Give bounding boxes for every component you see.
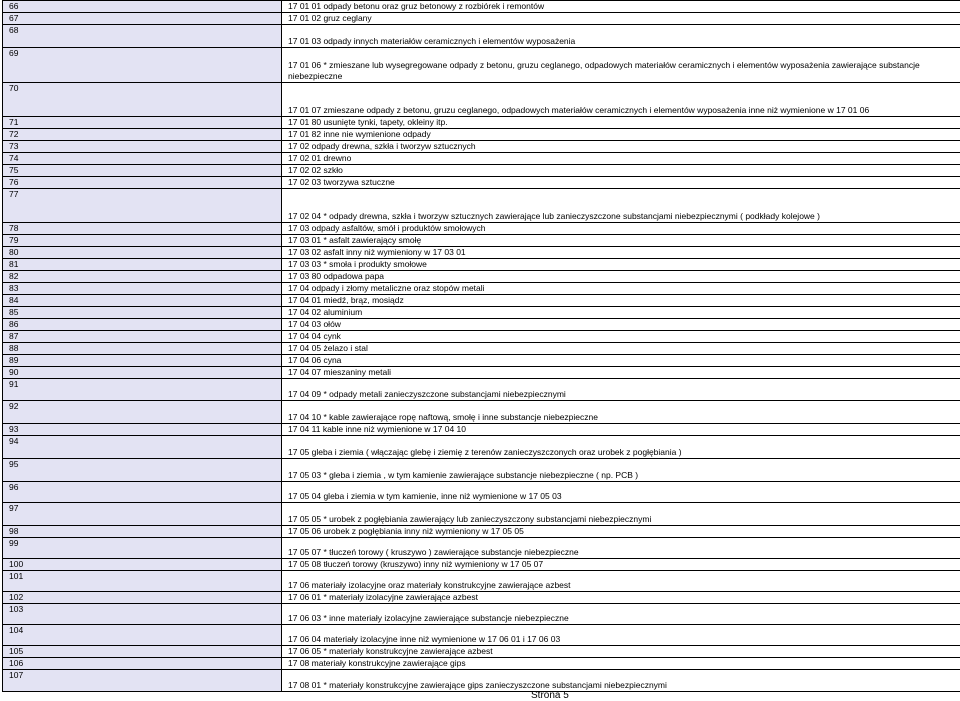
row-number: 88 [3,343,282,355]
row-number: 79 [3,235,282,247]
table-row [3,283,960,295]
row-number: 81 [3,259,282,271]
row-description: 17 04 03 ołów [282,319,960,331]
row-number: 71 [3,117,282,129]
row-description: 17 02 04 * odpady drewna, szkła i tworzyw sztucznych zawierające lub zanieczyszczone substancjami niebezpiecznymi ( podkłady kolejowe ) [282,189,960,223]
table-row [3,625,960,646]
row-number: 107 [3,670,282,692]
table-row [3,235,960,247]
row-description: 17 04 odpady i złomy metaliczne oraz stopów metali [282,283,960,295]
row-number: 100 [3,559,282,571]
row-description: 17 04 05 żelazo i stal [282,343,960,355]
row-number: 106 [3,658,282,670]
table-row [3,25,960,48]
row-number: 96 [3,482,282,503]
row-number: 92 [3,401,282,424]
table-row [3,307,960,319]
row-number: 66 [3,1,282,13]
row-description: 17 05 06 urobek z pogłębiania inny niż wymieniony w 17 05 05 [282,526,960,538]
row-number: 91 [3,379,282,401]
row-number: 90 [3,367,282,379]
row-description: 17 06 03 * inne materiały izolacyjne zawierające substancje niebezpieczne [282,604,960,625]
table-row [3,604,960,625]
table-row [3,592,960,604]
row-description: 17 05 gleba i ziemia ( włączając glebę i ziemię z terenów zanieczyszczonych oraz urobek z pogłębiania ) [282,436,960,459]
row-number: 93 [3,424,282,436]
row-number: 80 [3,247,282,259]
table-row [3,117,960,129]
table-row [3,355,960,367]
waste-codes-table [2,0,960,692]
row-description: 17 03 02 asfalt inny niż wymieniony w 17 03 01 [282,247,960,259]
row-number: 86 [3,319,282,331]
row-number: 97 [3,503,282,526]
table-row [3,343,960,355]
row-description: 17 01 82 inne nie wymienione odpady [282,129,960,141]
row-number: 70 [3,83,282,117]
table-row [3,482,960,503]
table-row [3,153,960,165]
row-number: 102 [3,592,282,604]
row-description: 17 05 04 gleba i ziemia w tym kamienie, inne niż wymienione w 17 05 03 [282,482,960,503]
row-description: 17 03 odpady asfaltów, smół i produktów smołowych [282,223,960,235]
row-description: 17 01 03 odpady innych materiałów ceramicznych i elementów wyposażenia [282,25,960,48]
row-number: 72 [3,129,282,141]
table-row [3,319,960,331]
row-number: 89 [3,355,282,367]
row-description: 17 05 07 * tłuczeń torowy ( kruszywo ) zawierające substancje niebezpieczne [282,538,960,559]
row-number: 101 [3,571,282,592]
row-number: 103 [3,604,282,625]
row-description: 17 06 01 * materiały izolacyjne zawierające azbest [282,592,960,604]
table-row [3,436,960,459]
table-row [3,401,960,424]
table-row [3,259,960,271]
row-description: 17 04 07 mieszaniny metali [282,367,960,379]
table-row [3,658,960,670]
table-row [3,571,960,592]
row-description: 17 02 02 szkło [282,165,960,177]
table-row [3,538,960,559]
row-description: 17 04 04 cynk [282,331,960,343]
row-description: 17 05 03 * gleba i ziemia , w tym kamienie zawierające substancje niebezpieczne ( np. PCB ) [282,459,960,482]
row-number: 104 [3,625,282,646]
row-number: 82 [3,271,282,283]
row-description: 17 02 01 drewno [282,153,960,165]
table-row [3,13,960,25]
row-description: 17 03 03 * smoła i produkty smołowe [282,259,960,271]
row-number: 68 [3,25,282,48]
row-number: 94 [3,436,282,459]
row-number: 87 [3,331,282,343]
row-description: 17 08 01 * materiały konstrukcyjne zawierające gips zanieczyszczone substancjami niebezpiecznymi [282,670,960,692]
row-number: 77 [3,189,282,223]
table-row [3,129,960,141]
table-row [3,48,960,83]
row-description: 17 01 01 odpady betonu oraz gruz betonowy z rozbiórek i remontów [282,1,960,13]
table-row [3,83,960,117]
row-description: 17 05 08 tłuczeń torowy (kruszywo) inny niż wymieniony w 17 05 07 [282,559,960,571]
table-row [3,459,960,482]
row-number: 95 [3,459,282,482]
row-number: 105 [3,646,282,658]
row-description: 17 04 10 * kable zawierające ropę naftową, smołę i inne substancje niebezpieczne [282,401,960,424]
table-row [3,331,960,343]
row-description: 17 06 04 materiały izolacyjne inne niż wymienione w 17 06 01 i 17 06 03 [282,625,960,646]
row-description: 17 06 05 * materiały konstrukcyjne zawierające azbest [282,646,960,658]
row-description: 17 03 80 odpadowa papa [282,271,960,283]
table-row [3,141,960,153]
table-row [3,379,960,401]
row-number: 75 [3,165,282,177]
row-number: 74 [3,153,282,165]
row-description: 17 01 02 gruz ceglany [282,13,960,25]
row-number: 84 [3,295,282,307]
row-number: 73 [3,141,282,153]
table-row [3,223,960,235]
table-row [3,247,960,259]
table-row [3,503,960,526]
row-number: 76 [3,177,282,189]
row-number: 85 [3,307,282,319]
page-number: Strona 5 [531,690,569,701]
row-description: 17 04 06 cyna [282,355,960,367]
row-description: 17 01 80 usunięte tynki, tapety, okleiny itp. [282,117,960,129]
row-description: 17 05 05 * urobek z pogłębiania zawierający lub zanieczyszczony substancjami niebezpiecznymi [282,503,960,526]
row-number: 98 [3,526,282,538]
row-description: 17 08 materiały konstrukcyjne zawierające gips [282,658,960,670]
table-row [3,367,960,379]
table-row [3,1,960,13]
row-description: 17 02 03 tworzywa sztuczne [282,177,960,189]
row-description: 17 04 02 aluminium [282,307,960,319]
row-number: 83 [3,283,282,295]
row-description: 17 04 01 miedź, brąz, mosiądz [282,295,960,307]
row-number: 69 [3,48,282,83]
row-description: 17 04 09 * odpady metali zanieczyszczone substancjami niebezpiecznymi [282,379,960,401]
row-description: 17 01 06 * zmieszane lub wysegregowane odpady z betonu, gruzu ceglanego, odpadowych materiałów ceramicznych i elementów wyposażenia zawierające substancje niebezpieczne [282,48,960,83]
table-row [3,295,960,307]
row-number: 78 [3,223,282,235]
table-row [3,189,960,223]
table-row [3,646,960,658]
table-row [3,165,960,177]
table-row [3,526,960,538]
row-description: 17 01 07 zmieszane odpady z betonu, gruzu ceglanego, odpadowych materiałów ceramicznych i elementów wyposażenia inne niż wymienione w 17 01 06 [282,83,960,117]
row-description: 17 02 odpady drewna, szkła i tworzyw sztucznych [282,141,960,153]
table-row [3,559,960,571]
row-description: 17 06 materiały izolacyjne oraz materiały konstrukcyjne zawierające azbest [282,571,960,592]
table-row [3,670,960,692]
row-number: 99 [3,538,282,559]
row-description: 17 03 01 * asfalt zawierający smołę [282,235,960,247]
table-row [3,424,960,436]
row-number: 67 [3,13,282,25]
row-description: 17 04 11 kable inne niż wymienione w 17 04 10 [282,424,960,436]
table-row [3,177,960,189]
table-row [3,271,960,283]
